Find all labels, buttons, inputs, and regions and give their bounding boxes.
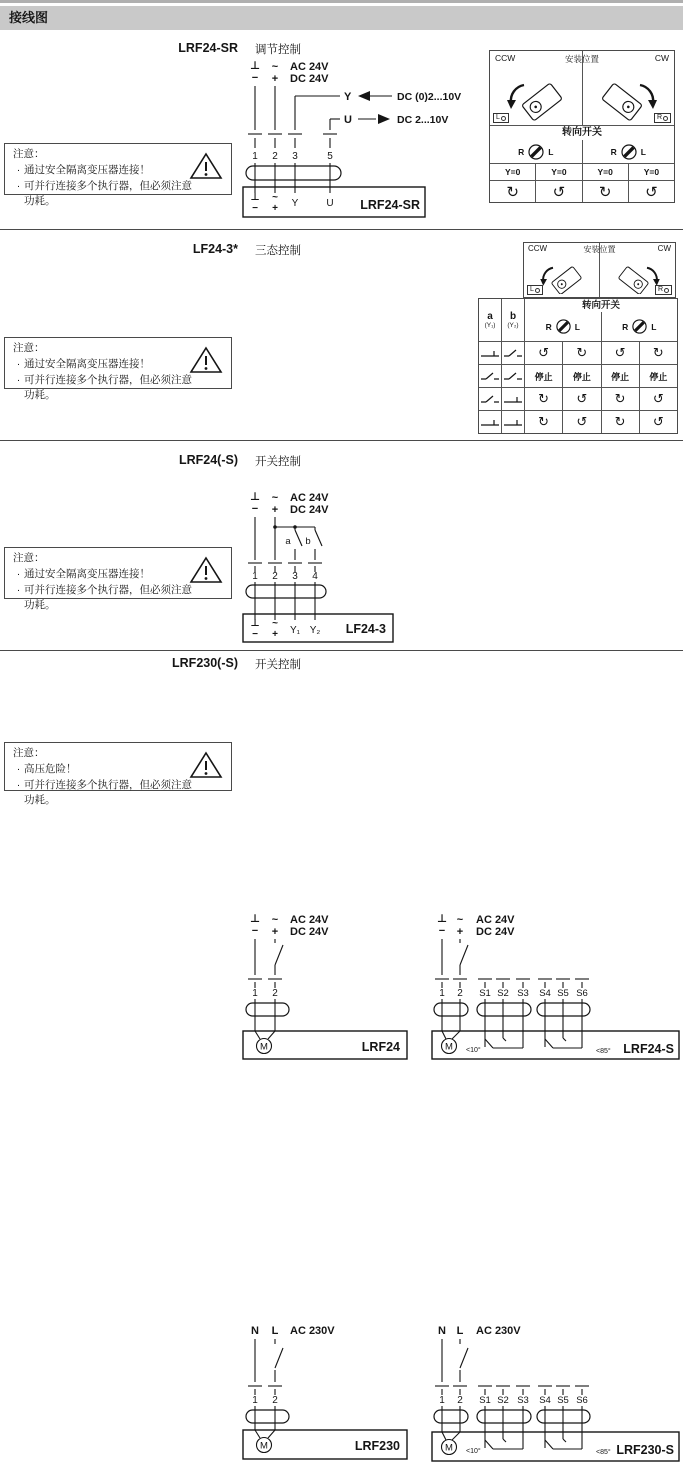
rotation-cell: ↺ xyxy=(639,411,677,433)
terminal-number: 4 xyxy=(312,571,318,582)
stop-cell: 停止 xyxy=(562,365,600,387)
switch-state-icon xyxy=(480,416,500,429)
terminal-label: Y₁ xyxy=(289,625,301,636)
svg-text:−: − xyxy=(252,629,258,640)
model-title: LRF24-SR xyxy=(178,41,238,55)
lrf230-s-wiring-diagram xyxy=(428,1318,683,1470)
switch-state-icon xyxy=(503,416,523,429)
aux-switch1-angle: <10° xyxy=(466,1448,481,1455)
switch-state-icon xyxy=(503,370,523,383)
lrf24-wiring-diagram xyxy=(240,905,448,1065)
y-terminal-label: Y xyxy=(344,91,352,103)
terminal-number: S1 xyxy=(479,1395,491,1406)
terminal-number: S5 xyxy=(557,988,569,999)
terminal-number: S5 xyxy=(557,1395,569,1406)
page-title: 接线图 xyxy=(0,6,683,30)
r-position-tag: R xyxy=(654,113,671,123)
actuator-model-label: LRF230 xyxy=(354,1439,400,1453)
model-title: LRF230(-S) xyxy=(172,656,238,670)
note-line: 通过安全隔离变压器连接！ xyxy=(24,163,150,176)
svg-text:⊥: ⊥ xyxy=(436,913,448,925)
col-a-header: a xyxy=(487,310,493,322)
terminal-number: 1 xyxy=(252,151,258,162)
col-b-header: b xyxy=(509,310,517,322)
actuator-ccw-icon xyxy=(504,78,568,122)
mount-position-title: 安装位置 xyxy=(564,54,599,64)
terminal-number: 1 xyxy=(252,988,258,999)
cable-gland xyxy=(434,1003,468,1016)
svg-text:⊥: ⊥ xyxy=(250,192,260,203)
control-type-label: 三态控制 xyxy=(255,245,301,257)
svg-text:~: ~ xyxy=(271,914,279,926)
switch-state-icon xyxy=(480,370,500,383)
output-arrow-icon xyxy=(378,114,390,124)
terminal-number: S2 xyxy=(497,1395,509,1406)
rotation-arrow-icon: ↺ xyxy=(535,181,581,202)
aux-switch1-angle: <10° xyxy=(466,1047,481,1054)
actuator-ccw-icon xyxy=(538,264,586,294)
actuator-model-label: LRF24-S xyxy=(623,1042,674,1056)
terminal-number: 2 xyxy=(272,1395,278,1406)
svg-text:+: + xyxy=(272,629,278,640)
svg-text:M: M xyxy=(445,1041,453,1053)
lrf24-sr-wiring-diagram xyxy=(240,52,485,224)
cable-gland xyxy=(246,1410,289,1423)
l-position-tag: L xyxy=(493,113,509,123)
svg-text:Y: Y xyxy=(291,198,299,209)
svg-text:+: + xyxy=(271,926,279,938)
rotation-cell: ↻ xyxy=(524,411,562,433)
stop-cell: 停止 xyxy=(524,365,562,387)
cw-label: CW xyxy=(654,53,669,63)
notes-box: 注意： · 通过安全隔离变压器连接！ · 可并行连接多个执行器，但必须注意功耗。 xyxy=(4,547,232,599)
indicator-dot-icon xyxy=(501,116,506,121)
svg-text:+: + xyxy=(272,203,278,214)
gnd-symbol: ⊥ xyxy=(249,60,261,72)
y0-cell: Y=0 xyxy=(504,167,521,177)
terminal-number: S3 xyxy=(517,988,529,999)
rotary-knob-icon xyxy=(631,318,648,335)
rotation-cell: ↺ xyxy=(524,342,562,364)
terminal-number: S3 xyxy=(517,1395,529,1406)
warning-triangle-icon xyxy=(189,151,223,181)
rotation-cell: ↺ xyxy=(639,388,677,410)
svg-text:AC 230V: AC 230V xyxy=(476,1325,521,1337)
actuator-model-label: LRF24-SR xyxy=(360,198,420,212)
indicator-dot-icon xyxy=(663,116,668,121)
terminal-label: Y₂ xyxy=(309,625,321,636)
terminal-number: 5 xyxy=(327,151,333,162)
svg-text:−: − xyxy=(251,925,259,937)
svg-text:⊥: ⊥ xyxy=(249,491,261,503)
rotation-cell: ↻ xyxy=(601,388,639,410)
rotation-cell: ↻ xyxy=(639,342,677,364)
svg-text:~: ~ xyxy=(272,192,278,203)
warning-triangle-icon xyxy=(189,345,223,375)
terminal-number: S6 xyxy=(576,1395,588,1406)
ac24-label: AC 24V xyxy=(290,61,329,73)
ac-symbol: ~ xyxy=(271,61,279,73)
svg-text:+: + xyxy=(456,926,464,938)
svg-text:AC 24V: AC 24V xyxy=(476,914,515,926)
actuator-cw-icon xyxy=(596,78,660,122)
switch-state-icon xyxy=(503,347,523,360)
terminal-number: S1 xyxy=(479,988,491,999)
svg-text:AC 230V: AC 230V xyxy=(290,1325,335,1337)
control-type-label: 开关控制 xyxy=(255,456,301,468)
direction-logic-table: CCW 安装位置 CW L R a (Y₁) b (Y₂) 转向开关 R L R L ↺ ↻ ↺ ↻ 停止 停止 停止 停止 ↻ ↺ ↻ ↺ ↻ ↺ ↻ ↺ xyxy=(478,242,678,434)
aux-switch2-angle: <85° xyxy=(596,1449,611,1456)
svg-text:AC 24V: AC 24V xyxy=(290,492,329,504)
svg-text:DC 24V: DC 24V xyxy=(290,504,329,516)
rotation-arrow-icon: ↺ xyxy=(628,181,674,202)
terminal-number: 3 xyxy=(292,151,298,162)
rotation-cell: ↻ xyxy=(601,411,639,433)
rotation-cell: ↻ xyxy=(524,388,562,410)
y-signal-label: DC (0)2...10V xyxy=(397,91,462,103)
terminal-number: 1 xyxy=(439,988,445,999)
terminal-number: 2 xyxy=(272,151,278,162)
rotation-cell: ↺ xyxy=(601,342,639,364)
svg-text:M: M xyxy=(260,1440,268,1452)
note-line: 高压危险！ xyxy=(24,762,77,775)
top-rule xyxy=(0,0,683,3)
input-arrow-icon xyxy=(358,91,370,101)
svg-text:⊥: ⊥ xyxy=(249,913,261,925)
svg-text:N: N xyxy=(438,1325,446,1337)
svg-text:~: ~ xyxy=(272,618,278,629)
svg-text:AC 24V: AC 24V xyxy=(290,914,329,926)
rotary-knob-icon xyxy=(555,318,572,335)
switch-a-label: a xyxy=(285,536,291,547)
model-title: LRF24(-S) xyxy=(178,453,238,467)
switch-state-icon xyxy=(480,347,500,360)
svg-text:+: + xyxy=(271,504,279,516)
rotation-cell: ↺ xyxy=(562,411,600,433)
terminal-number: S6 xyxy=(576,988,588,999)
terminal-number: 1 xyxy=(439,1395,445,1406)
svg-text:−: − xyxy=(252,203,258,214)
cable-gland xyxy=(246,166,341,180)
svg-text:~: ~ xyxy=(271,492,279,504)
terminal-number: S4 xyxy=(539,1395,551,1406)
actuator-model-label: LRF24 xyxy=(361,1040,400,1054)
svg-text:L: L xyxy=(456,1325,464,1337)
stop-cell: 停止 xyxy=(601,365,639,387)
cable-gland xyxy=(246,1003,289,1016)
svg-text:−: − xyxy=(438,925,446,937)
note-title: 注意： xyxy=(13,148,45,160)
svg-text:M: M xyxy=(445,1442,453,1454)
rotary-knob-icon xyxy=(527,143,545,161)
actuator-model-label: LRF230-S xyxy=(616,1443,674,1457)
u-signal-label: DC 2...10V xyxy=(397,114,449,126)
warning-triangle-icon xyxy=(189,555,223,585)
cable-gland xyxy=(434,1410,468,1423)
lrf24-s-wiring-diagram xyxy=(428,905,683,1065)
rotation-arrow-icon: ↻ xyxy=(506,183,519,201)
terminal-number: 1 xyxy=(252,571,258,582)
svg-text:U: U xyxy=(326,198,334,209)
terminal-number: 2 xyxy=(272,571,278,582)
rotation-arrow-icon: ↻ xyxy=(582,181,628,202)
dc24-label: DC 24V xyxy=(290,73,329,85)
svg-text:DC 24V: DC 24V xyxy=(290,926,329,938)
svg-text:⊥: ⊥ xyxy=(250,618,260,629)
terminal-number: 2 xyxy=(457,988,463,999)
y0-cell: Y=0 xyxy=(535,164,581,180)
y0-cell: Y=0 xyxy=(628,164,674,180)
terminal-number: 2 xyxy=(272,988,278,999)
u-terminal-label: U xyxy=(344,114,352,126)
switch-state-icon xyxy=(503,393,523,406)
svg-text:M: M xyxy=(260,1041,268,1053)
actuator-model-label: LF24-3 xyxy=(345,622,386,636)
svg-text:N: N xyxy=(251,1325,259,1337)
rotation-cell: ↺ xyxy=(562,388,600,410)
mounting-position-panel: CCW 安装位置 CW L R 转向开关 R L R L Y=0 Y=0 Y=0 Y=0 ↻ ↺ ↻ ↺ xyxy=(489,50,675,203)
svg-text:L: L xyxy=(271,1325,279,1337)
terminal-number: 2 xyxy=(457,1395,463,1406)
svg-text:−: − xyxy=(251,503,259,515)
control-type-label: 开关控制 xyxy=(255,659,301,671)
stop-cell: 停止 xyxy=(639,365,677,387)
notes-box: 注意： · 高压危险！ · 可并行连接多个执行器，但必须注意功耗。 xyxy=(4,742,232,791)
terminal-number: S2 xyxy=(497,988,509,999)
terminal-number: 3 xyxy=(292,571,298,582)
note-line: 可并行连接多个执行器，但必须注意功耗。 xyxy=(24,778,192,807)
notes-box: 注意： · 通过安全隔离变压器连接！ · 可并行连接多个执行器，但必须注意功耗。 xyxy=(4,337,232,389)
y0-cell: Y=0 xyxy=(582,164,628,180)
svg-text:~: ~ xyxy=(456,914,464,926)
aux-switch2-angle: <85° xyxy=(596,1048,611,1055)
direction-switch-title: 转向开关 xyxy=(490,125,674,140)
lrf230-wiring-diagram xyxy=(240,1318,445,1470)
notes-box: 注意： · 通过安全隔离变压器连接！ · 可并行连接多个执行器，但必须注意功耗。 xyxy=(4,143,232,195)
minus-symbol: − xyxy=(251,72,259,84)
section-lrf24-sr xyxy=(0,30,683,229)
terminal-number: S4 xyxy=(539,988,551,999)
warning-triangle-icon xyxy=(189,750,223,780)
switch-state-icon xyxy=(480,393,500,406)
control-type-label: 调节控制 xyxy=(255,44,301,56)
rotation-cell: ↻ xyxy=(562,342,600,364)
note-line: 可并行连接多个执行器，但必须注意功耗。 xyxy=(24,179,192,208)
terminal-number: 1 xyxy=(252,1395,258,1406)
plus-symbol: + xyxy=(271,73,279,85)
switch-b-label: b xyxy=(305,536,311,547)
rotary-knob-icon xyxy=(620,143,638,161)
ccw-label: CCW xyxy=(495,53,516,63)
model-title: LF24-3* xyxy=(192,242,238,256)
svg-text:DC 24V: DC 24V xyxy=(476,926,515,938)
